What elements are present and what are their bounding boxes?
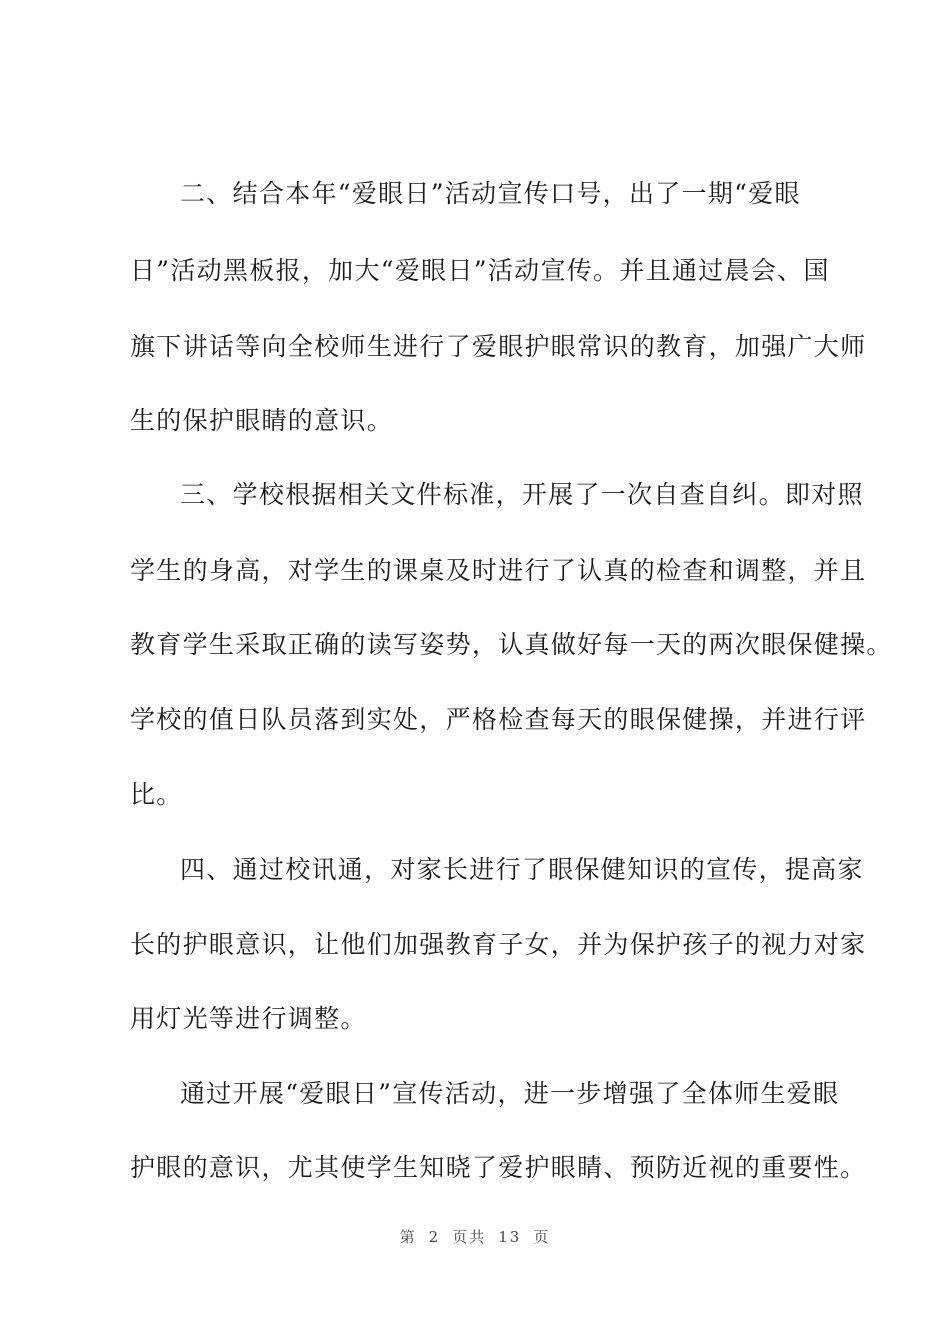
- paragraph-1-line-3: 旗下讲话等向全校师生进行了爱眼护眼常识的教育，加强广大师: [130, 332, 867, 361]
- paragraph-1-line-2: 日”活动黑板报，加大“爱眼日”活动宣传。并且通过晨会、国: [130, 256, 830, 285]
- paragraph-2-line-3: 教育学生采取正确的读写姿势，认真做好每一天的两次眼保健操。: [130, 630, 893, 659]
- paragraph-1-line-1: 二、结合本年“爱眼日”活动宣传口号，出了一期“爱眼: [180, 179, 801, 208]
- footer-suffix: 页: [533, 1228, 551, 1246]
- paragraph-4-line-2: 护眼的意识，尤其使学生知晓了爱护眼睛、预防近视的重要性。: [130, 1153, 867, 1182]
- footer-prefix: 第: [399, 1228, 417, 1246]
- paragraph-3-line-1: 四、通过校讯通，对家长进行了眼保健知识的宣传，提高家: [180, 855, 864, 884]
- footer-total-pages: 13: [498, 1228, 522, 1246]
- paragraph-4-line-1: 通过开展“爱眼日”宣传活动，进一步增强了全体师生爱眼: [180, 1079, 840, 1108]
- paragraph-2-line-5: 比。: [130, 780, 183, 809]
- page-footer: [0, 1226, 950, 1247]
- paragraph-2-line-1: 三、学校根据相关文件标准，开展了一次自查自纠。即对照: [180, 480, 864, 509]
- paragraph-1-line-4: 生的保护眼睛的意识。: [130, 406, 394, 435]
- paragraph-3-line-3: 用灯光等进行调整。: [130, 1004, 367, 1033]
- paragraph-3-line-2: 长的护眼意识，让他们加强教育子女，并为保护孩子的视力对家: [130, 930, 867, 959]
- paragraph-2-line-2: 学生的身高，对学生的课桌及时进行了认真的检查和调整，并且: [130, 556, 867, 585]
- footer-middle: 页共: [452, 1228, 487, 1246]
- footer-page-number: 2: [428, 1228, 441, 1246]
- paragraph-2-line-4: 学校的值日队员落到实处，严格检查每天的眼保健操，并进行评: [130, 705, 867, 734]
